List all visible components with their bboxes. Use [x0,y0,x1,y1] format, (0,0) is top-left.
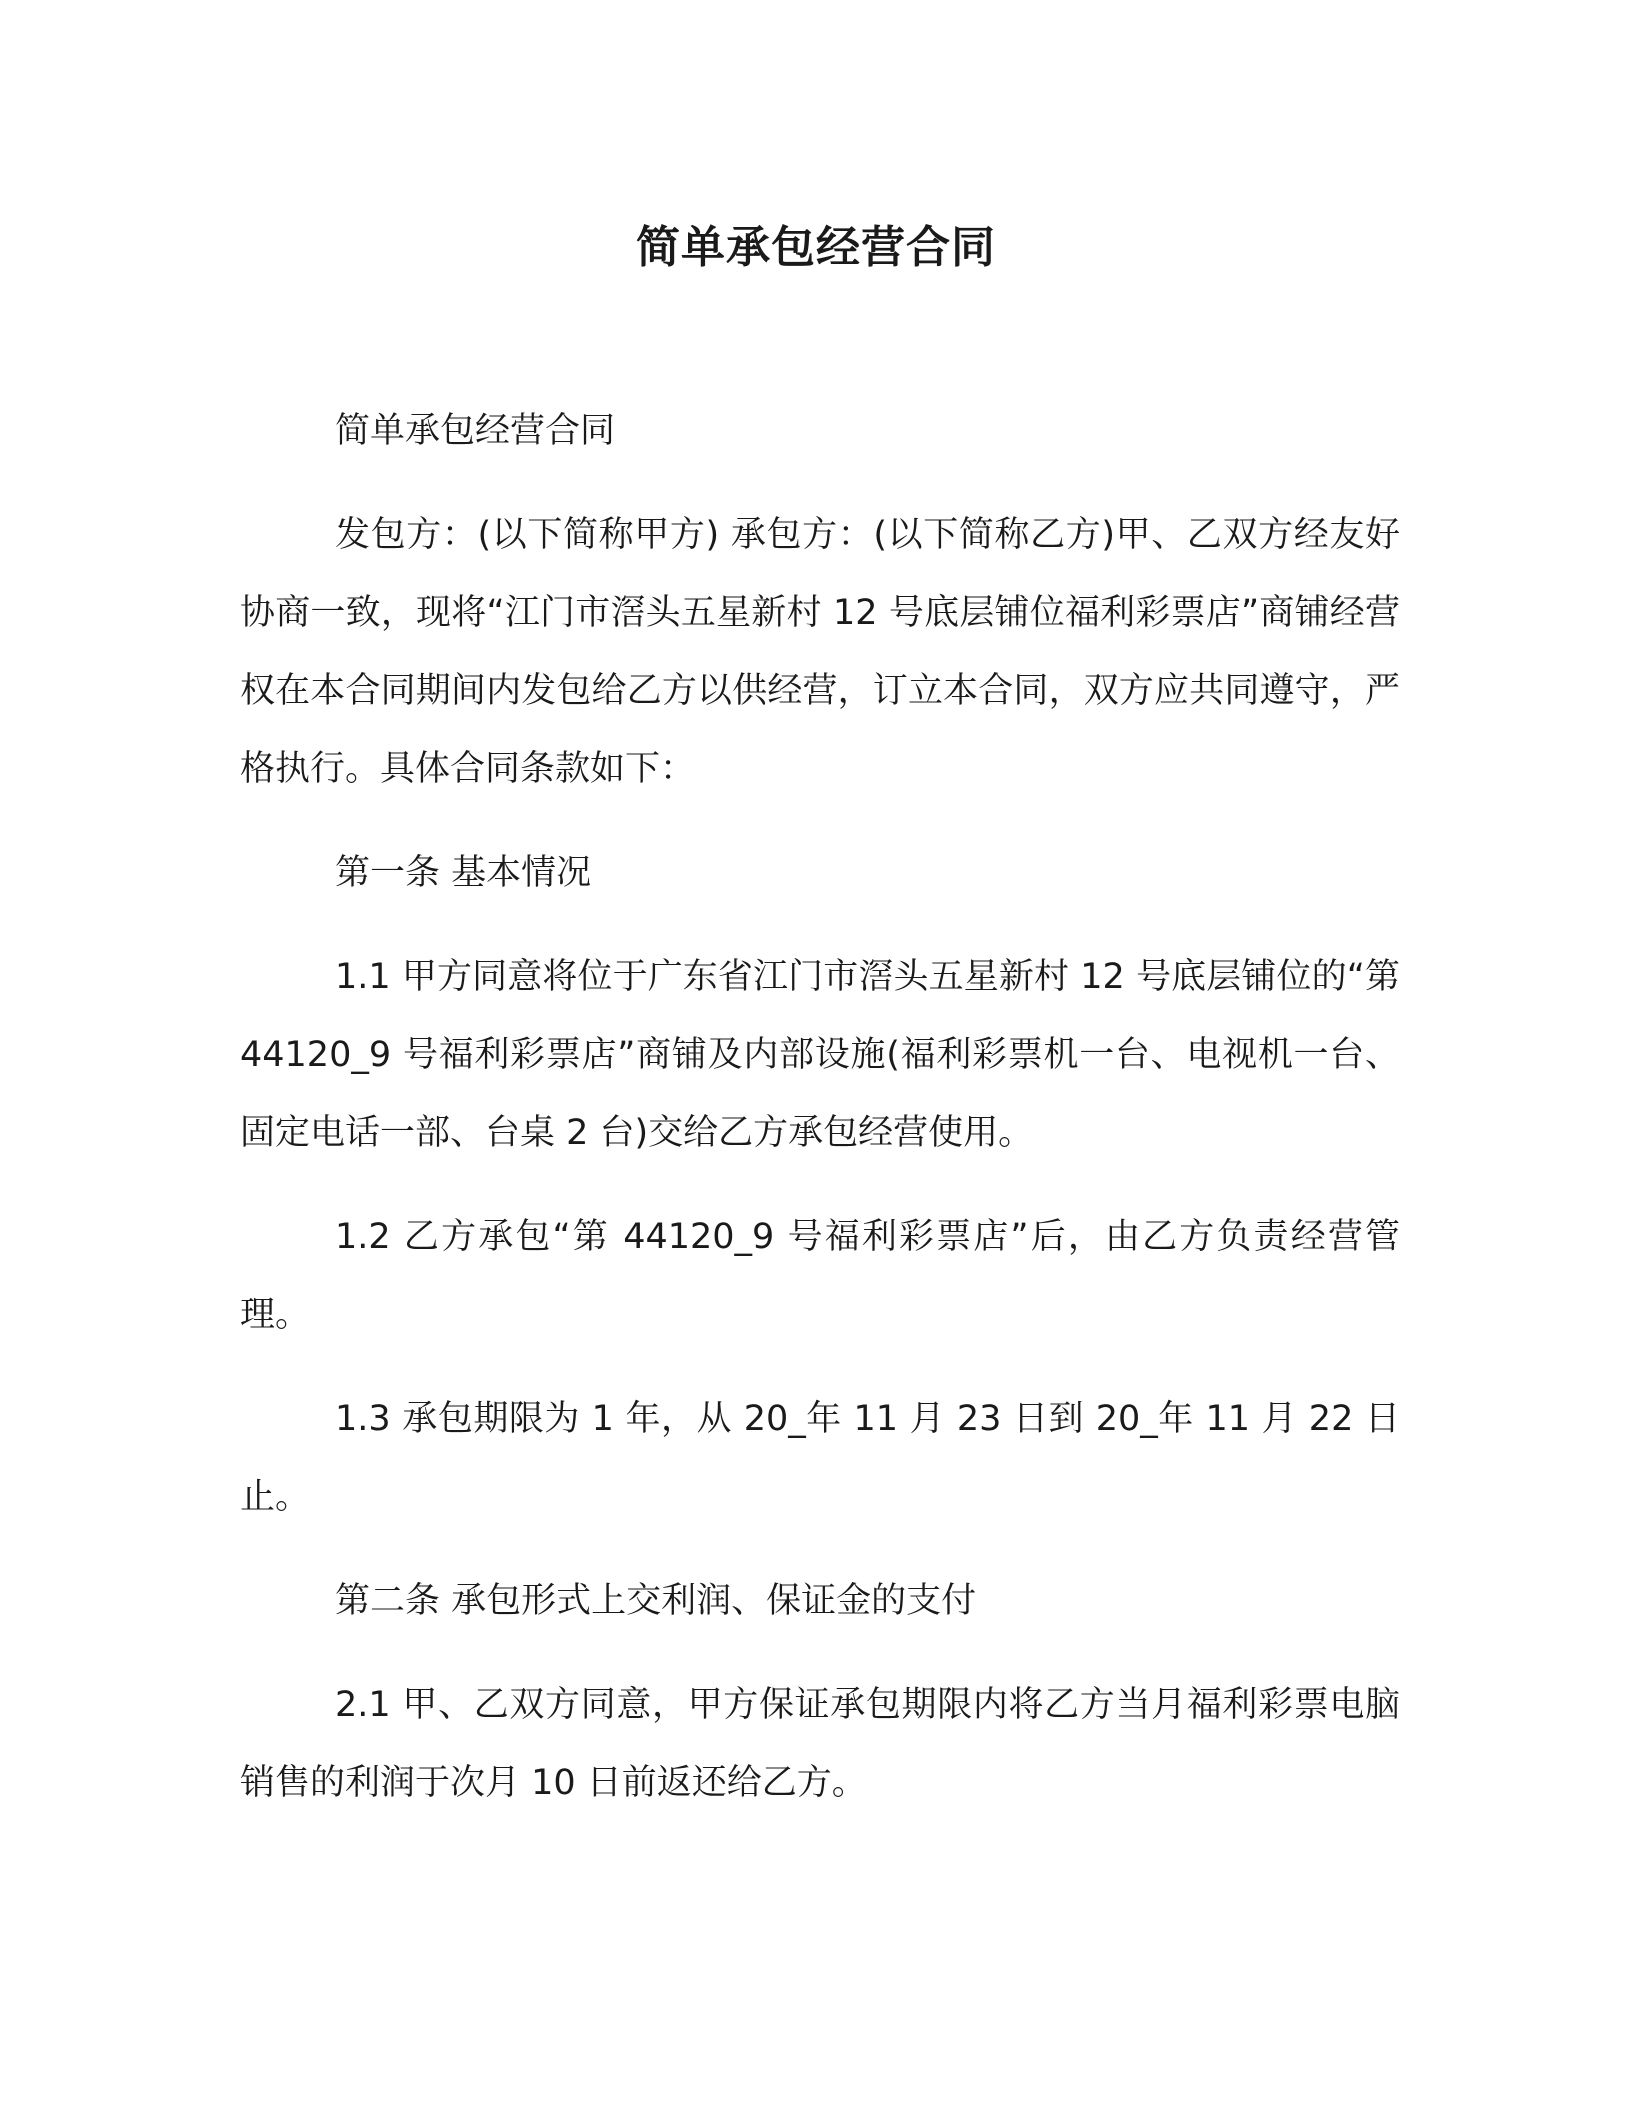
clause-1-2: 1.2 乙方承包“第 44120_9 号福利彩票店”后，由乙方负责经营管理。 [240,1217,1400,1335]
paragraph-subtitle: 简单承包经营合同 [335,411,616,451]
clause-1-3: 1.3 承包期限为 1 年，从 20_年 11 月 23 日到 20_年 11 月 22 日止。 [240,1399,1400,1517]
document-title: 简单承包经营合同 [636,222,996,273]
article-1-heading: 第一条 基本情况 [335,853,592,893]
article-2-heading: 第二条 承包形式上交利润、保证金的支付 [335,1581,977,1621]
clause-2-1: 2.1 甲、乙双方同意，甲方保证承包期限内将乙方当月福利彩票电脑销售的利润于次月 10 日前返还给乙方。 [240,1685,1400,1803]
document-body [240,392,1400,1848]
clause-1-1: 1.1 甲方同意将位于广东省江门市滘头五星新村 12 号底层铺位的“第 44120_9 号福利彩票店”商铺及内部设施(福利彩票机一台、电视机一台、固定电话一部、台桌 2 台)交给乙方承包经营使用。 [240,957,1400,1153]
paragraph-parties: 发包方：(以下简称甲方) 承包方：(以下简称乙方)甲、乙双方经友好协商一致，现将“江门市滘头五星新村 12 号底层铺位福利彩票店”商铺经营权在本合同期间内发包给乙方以供经营，订立本合同，双方应共同遵守，严格执行。具体合同条款如下： [240,515,1400,789]
